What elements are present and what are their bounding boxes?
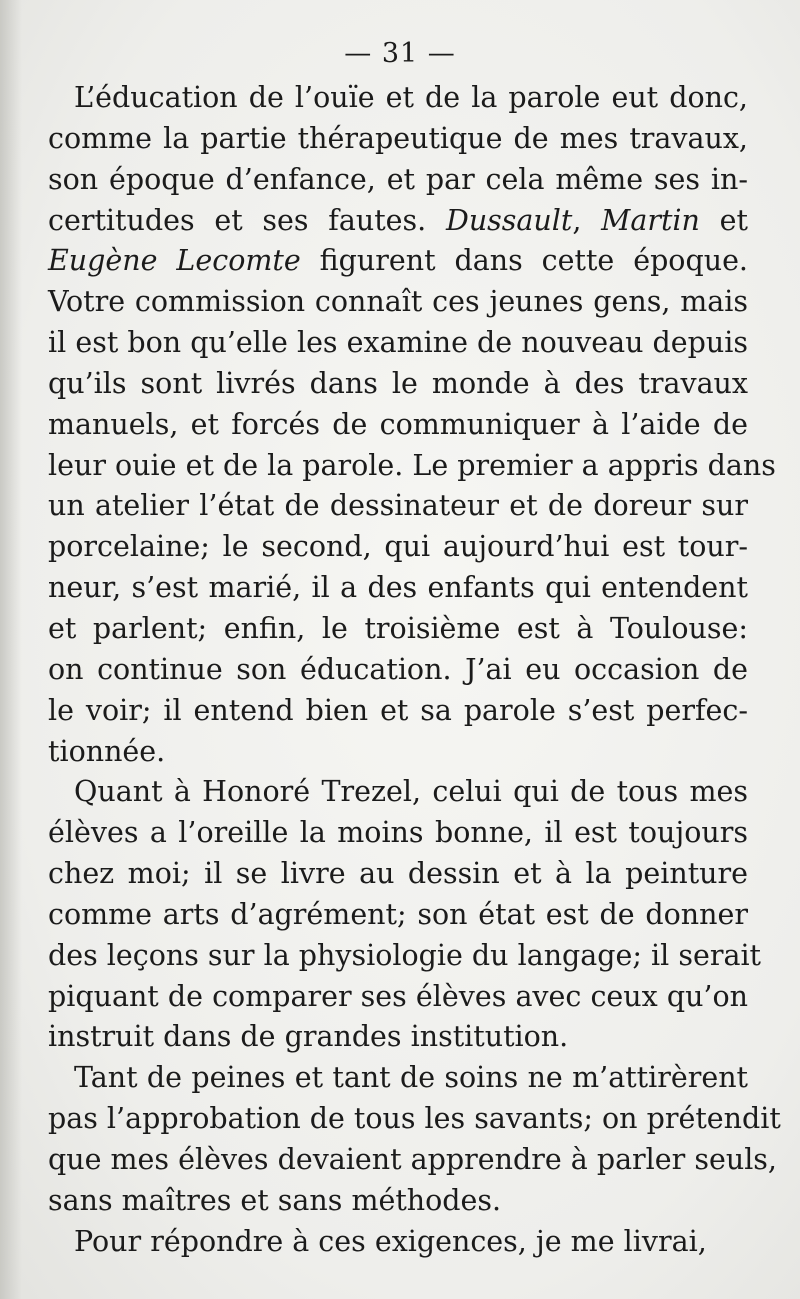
text-segment: que mes élèves devaient apprendre à parler seuls, [48,1142,777,1176]
text-segment: Dussault [445,203,573,237]
text-line [48,1181,748,1222]
text-segment: élèves a l’oreille la moins bonne, il est toujours [48,816,748,850]
text-line [48,364,748,405]
page-edge-shadow [0,0,22,1299]
text-segment: il est bon qu’elle les examine de nouveau depuis [48,326,748,360]
text-segment: tionnée. [48,734,166,768]
text-segment: piquant de comparer ses élèves avec ceux qu’on [48,979,748,1013]
text-line [48,854,748,895]
text-segment: un atelier l’état de dessinateur et de doreur sur [48,489,748,523]
text-line [48,936,762,977]
text-line [48,78,748,119]
text-segment: Quant à Honoré Trezel, celui qui de tous mes [74,775,748,809]
text-segment: comme arts d’agrément; son état est de donner [48,897,748,931]
text-segment: L’éducation de l’ouïe et de la parole eut donc, [74,81,748,114]
text-segment: leur ouie et de la parole. Le premier a appris dans [48,448,776,482]
text-line [48,691,748,732]
text-line [48,119,748,160]
text-line [48,977,748,1018]
text-segment: neur, s’est marié, il a des enfants qui entendent [48,571,748,605]
page-number: — 31 — [344,38,456,69]
text-line [48,772,748,813]
text-segment: , [572,203,602,237]
text-segment: des leçons sur la physiologie du langage; il serait [48,938,762,972]
text-line [48,609,748,650]
text-segment: Tant de peines et tant de soins ne m’attirèrent [74,1061,748,1095]
text-segment: sans maîtres et sans méthodes. [48,1183,502,1217]
text-line [48,1140,777,1181]
text-line [48,1222,748,1263]
text-segment: pas l’approbation de tous les savants; on prétendit [48,1102,781,1136]
text-line [48,568,748,609]
text-line [48,732,748,773]
text-segment: comme la partie thérapeutique de mes travaux, [48,121,748,155]
text-segment: on continue son éducation. J’ai eu occasion de [48,652,748,686]
text-line [48,241,748,282]
text-segment: Eugène Lecomte [48,244,301,278]
text-line [48,1099,781,1140]
text-line [48,650,748,691]
text-segment: et parlent; enfin, le troisième est à Toulouse: [48,611,748,645]
text-segment: chez moi; il se livre au dessin et à la peinture [48,857,748,891]
text-line [48,1017,748,1058]
text-segment: Martin [601,203,700,237]
paragraph [48,1222,748,1263]
text-segment: porcelaine; le second, qui aujourd’hui est tour- [48,530,748,564]
paragraph [48,772,762,1058]
text-line [48,405,748,446]
text-segment: certitudes et ses fautes. [48,203,446,237]
text-line [48,201,748,242]
text-line [48,446,776,487]
paragraph [48,78,776,772]
text-line [48,282,748,323]
text-line [48,486,748,527]
text-segment: Votre commission connaît ces jeunes gens, mais [48,285,748,319]
text-line [48,323,748,364]
text-segment: figurent dans cette époque. [300,244,748,278]
text-line [48,527,748,568]
text-segment: qu’ils sont livrés dans le monde à des travaux [48,366,748,400]
text-segment: son époque d’enfance, et par cela même ses in- [48,162,748,196]
text-line [48,160,748,201]
text-line [48,813,748,854]
text-segment: et [699,203,748,237]
text-segment: instruit dans de grandes institution. [48,1020,569,1054]
text-segment: Pour répondre à ces exigences, je me livrai, [74,1224,707,1258]
body-text [48,78,781,1262]
text-line [48,1058,748,1099]
paragraph [48,1058,781,1221]
text-segment: le voir; il entend bien et sa parole s’est perfec- [48,693,748,727]
text-segment: manuels, et forcés de communiquer à l’aide de [48,407,748,441]
text-line [48,895,748,936]
